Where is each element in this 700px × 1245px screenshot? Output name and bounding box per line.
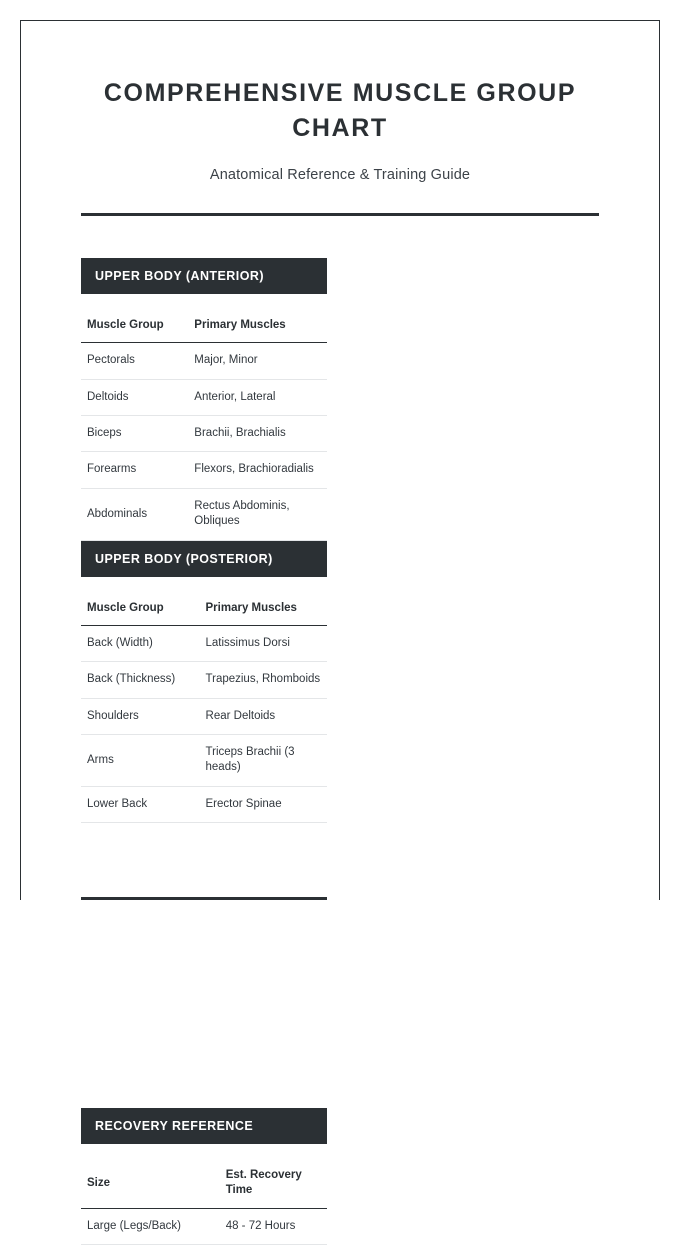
- table-row: [81, 625, 327, 661]
- cell-muscle-group: Deltoids: [81, 379, 188, 415]
- cell-primary-muscles: Flexors, Brachioradialis: [188, 452, 327, 488]
- table-header-row: [81, 310, 327, 343]
- column-header-recovery-time: Est. Recovery Time: [220, 1160, 327, 1208]
- table-header-row: [81, 593, 327, 626]
- cell-muscle-group: Back (Width): [81, 625, 200, 661]
- section-header-upper-body-posterior: UPPER BODY (POSTERIOR): [81, 541, 327, 577]
- cell-muscle-group: Biceps: [81, 415, 188, 451]
- cell-primary-muscles: Rear Deltoids: [200, 698, 327, 734]
- cell-muscle-group: Lower Back: [81, 786, 200, 822]
- cell-muscle-group: Arms: [81, 735, 200, 787]
- page-subtitle: Anatomical Reference & Training Guide: [209, 167, 471, 183]
- cell-muscle-group: Shoulders: [81, 698, 200, 734]
- column-header-muscle-group: Muscle Group: [81, 593, 200, 626]
- cell-muscle-group: Pectorals: [81, 343, 188, 379]
- table-row: [81, 662, 327, 698]
- cell-primary-muscles: Trapezius, Rhomboids: [200, 662, 327, 698]
- table-row: [81, 698, 327, 734]
- document-page: [20, 20, 660, 1232]
- table-upper-body-posterior: [81, 593, 327, 824]
- column-header-muscle-group: Muscle Group: [81, 310, 188, 343]
- table-row: [81, 1208, 327, 1244]
- cell-muscle-group: Back (Thickness): [81, 662, 200, 698]
- cell-muscle-group: Forearms: [81, 452, 188, 488]
- page-bottom-clip: [0, 900, 700, 1100]
- section-header-upper-body-anterior: UPPER BODY (ANTERIOR): [81, 258, 327, 294]
- section-header-recovery-reference: RECOVERY REFERENCE: [81, 1108, 327, 1144]
- cell-muscle-group: Abdominals: [81, 488, 188, 540]
- cell-primary-muscles: Major, Minor: [188, 343, 327, 379]
- page-title: COMPREHENSIVE MUSCLE GROUP CHART: [103, 79, 577, 142]
- column-header-primary-muscles: Primary Muscles: [200, 593, 327, 626]
- cell-primary-muscles: Triceps Brachii (3 heads): [200, 735, 327, 787]
- cell-primary-muscles: Brachii, Brachialis: [188, 415, 327, 451]
- table-recovery-reference: [81, 1160, 327, 1245]
- section-upper-body-anterior: [81, 258, 327, 541]
- table-row: [81, 415, 327, 451]
- table-row: [81, 488, 327, 540]
- table-upper-body-anterior: [81, 310, 327, 541]
- cell-primary-muscles: Erector Spinae: [200, 786, 327, 822]
- cell-recovery-time: 48 - 72 Hours: [220, 1208, 327, 1244]
- cell-size: Large (Legs/Back): [81, 1208, 220, 1244]
- table-row: [81, 735, 327, 787]
- table-row: [81, 452, 327, 488]
- table-header-row: [81, 1160, 327, 1208]
- column-header-primary-muscles: Primary Muscles: [188, 310, 327, 343]
- cell-primary-muscles: Latissimus Dorsi: [200, 625, 327, 661]
- table-row: [81, 786, 327, 822]
- section-upper-body-posterior: [81, 541, 327, 824]
- cell-primary-muscles: Rectus Abdominis, Obliques: [188, 488, 327, 540]
- table-row: [81, 343, 327, 379]
- column-header-size: Size: [81, 1160, 220, 1208]
- table-row: [81, 379, 327, 415]
- cell-primary-muscles: Anterior, Lateral: [188, 379, 327, 415]
- section-recovery-reference: [81, 1108, 327, 1245]
